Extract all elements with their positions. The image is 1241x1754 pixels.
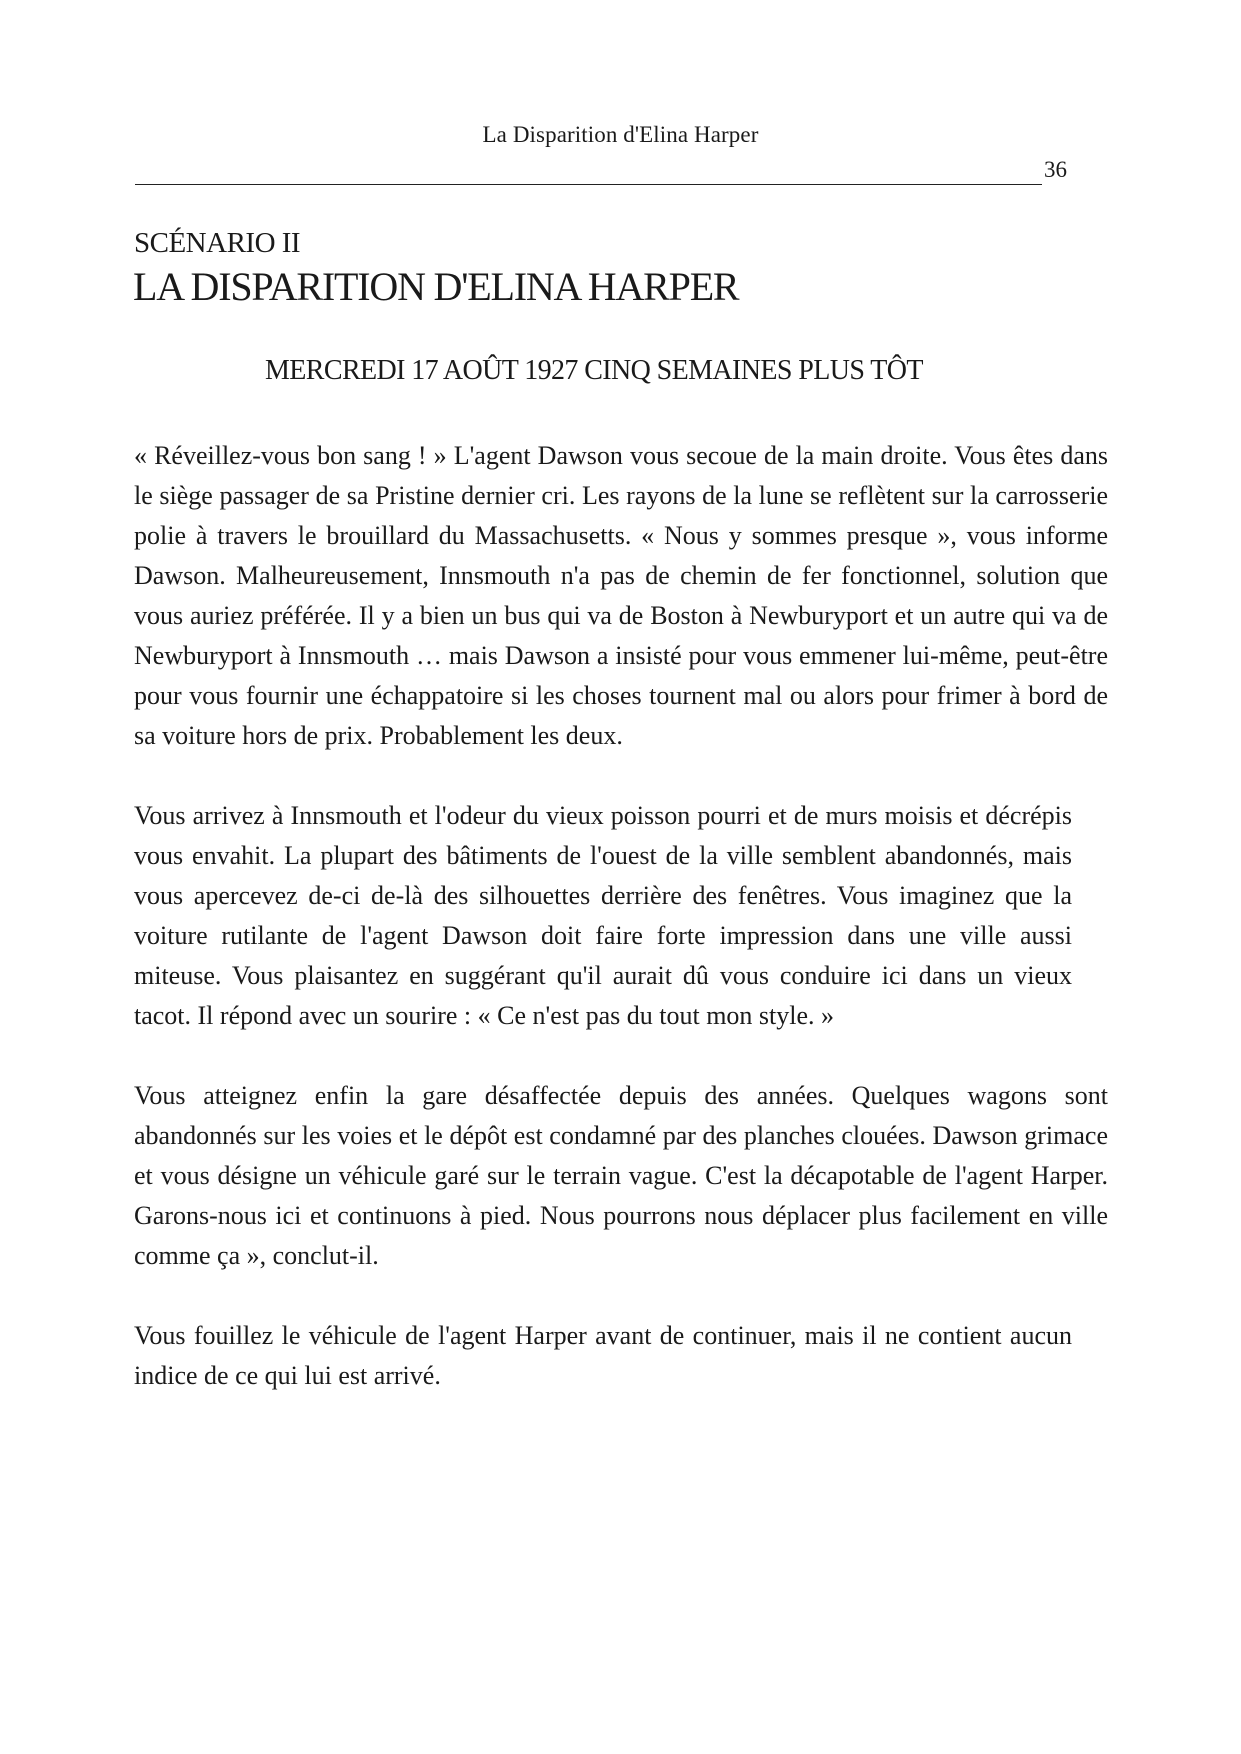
paragraph: Vous fouillez le véhicule de l'agent Harper avant de continuer, mais il ne contient aucun indice de ce qui lui est arrivé. <box>134 1321 1072 1390</box>
paragraph: Vous arrivez à Innsmouth et l'odeur du vieux poisson pourri et de murs moisis et décrépis vous envahit. La plupart des bâtiments de l'ouest de la ville semblent abandonnés, mais vous apercevez de-ci de-là des silhouettes derrière des fenêtres. Vous imaginez que la voiture rutilante de l'agent Dawson doit faire forte impression dans une ville aussi miteuse. Vous plaisantez en suggérant qu'il aurait dû vous conduire ici dans un vieux tacot. Il répond avec un sourire : « Ce n'est pas du tout mon style. » <box>134 801 1072 1030</box>
paragraph: Vous atteignez enfin la gare désaffectée depuis des années. Quelques wagons sont abandonnés sur les voies et le dépôt est condamné par des planches clouées. Dawson grimace et vous désigne un véhicule garé sur le terrain vague. C'est la décapotable de l'agent Harper. Garons-nous ici et continuons à pied. Nous pourrons nous déplacer plus facilement en ville comme ça », conclut-il. <box>134 1081 1108 1270</box>
body-text <box>134 436 1108 1396</box>
running-header: La Disparition d'Elina Harper <box>482 122 759 147</box>
date-heading: MERCREDI 17 AOÛT 1927 CINQ SEMAINES PLUS TÔT <box>265 355 923 386</box>
header-rule <box>135 184 1042 185</box>
scenario-label: SCÉNARIO II <box>134 227 301 259</box>
chapter-title: LA DISPARITION D'ELINA HARPER <box>133 264 739 309</box>
page-number: 36 <box>1044 157 1067 182</box>
paragraph: « Réveillez-vous bon sang ! » L'agent Dawson vous secoue de la main droite. Vous êtes dans le siège passager de sa Pristine dernier cri. Les rayons de la lune se reflètent sur la carrosserie polie à travers le brouillard du Massachusetts. « Nous y sommes presque », vous informe Dawson. Malheureusement, Innsmouth n'a pas de chemin de fer fonctionnel, solution que vous auriez préférée. Il y a bien un bus qui va de Boston à Newburyport et un autre qui va de Newburyport à Innsmouth … mais Dawson a insisté pour vous emmener lui-même, peut-être pour vous fournir une échappatoire si les choses tournent mal ou alors pour frimer à bord de sa voiture hors de prix. Probablement les deux. <box>134 441 1108 750</box>
